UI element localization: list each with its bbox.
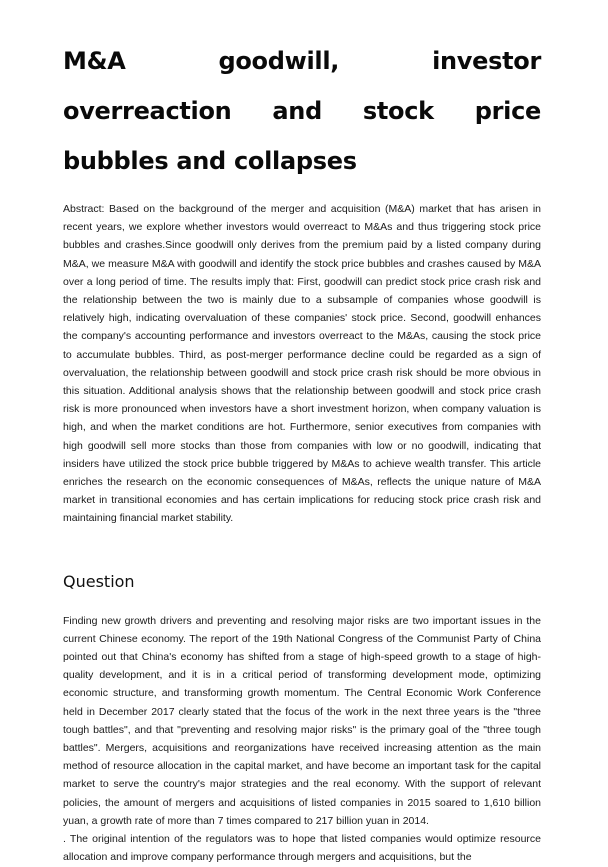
section-heading-question: Question <box>63 571 135 591</box>
abstract-paragraph: Abstract: Based on the background of the merger and acquisition (M&A) market that has arisen in recent years, we explore whether investors would overreact to M&As and thus triggering stock price bubbles and crashes.Since goodwill only derives from the premium paid by a listed company during M&A, we measure M&A with goodwill and identify the stock price bubbles and crashes caused by M&A over a long period of time. The results imply that: First, goodwill can predict stock price crash risk and the relationship between the two is mainly due to a subsample of companies whose goodwill is relatively high, indicating overvaluation of these companies' stock price. Second, goodwill enhances the company's accounting performance and investors overreact to the M&As, causing the stock price to accumulate bubbles. Third, as post-merger performance decline could be regarded as a sign of overvaluation, the relationship between goodwill and stock price crash risk should be more obvious in this situation. Additional analysis shows that the relationship between goodwill and stock price crash risk is more pronounced when investors have a short investment horizon, when company valuation is high, and when the market conditions are hot. Furthermore, senior executives from companies with high goodwill sell more stocks than those from companies with low or no goodwill, indicating that insiders have utilized the stock price bubble triggered by M&As to achieve wealth transfer. This article enriches the research on the economic consequences of M&As, reflects the unique nature of M&A market in transitional economies and has certain implications for reducing stock price crash risk and maintaining financial market stability. <box>63 203 541 525</box>
paper-title: M&A goodwill, investor overreaction and stock price bubbles and collapses <box>63 47 541 175</box>
body-paragraph-continued: . The original intention of the regulators was to hope that listed companies would optimize resource allocation and improve company performance through mergers and acquisitions, but the <box>63 833 541 864</box>
paper-page <box>63 36 541 867</box>
body-paragraph: Finding new growth drivers and preventing and resolving major risks are two important issues in the current Chinese economy. The report of the 19th National Congress of the Communist Party of China pointed out that China's economy has shifted from a stage of high-speed growth to a stage of high-quality development, and it is in a critical period of transforming development mode, optimizing economic structure, and transforming growth momentum. The Central Economic Work Conference held in December 2017 clearly stated that the focus of the work in the next three years is the "three tough battles", and that "preventing and resolving major risks" is the primary goal of the "three tough battles". Mergers, acquisitions and reorganizations have received increasing attention as the main method of resource allocation in the capital market, and have become an important task for the capital market to serve the country's major strategies and the real economy. With the support of relevant policies, the amount of mergers and acquisitions of listed companies in 2015 soared to 1,610 billion yuan, a growth rate of more than 7 times compared to 217 billion yuan in 2014. <box>63 614 541 827</box>
